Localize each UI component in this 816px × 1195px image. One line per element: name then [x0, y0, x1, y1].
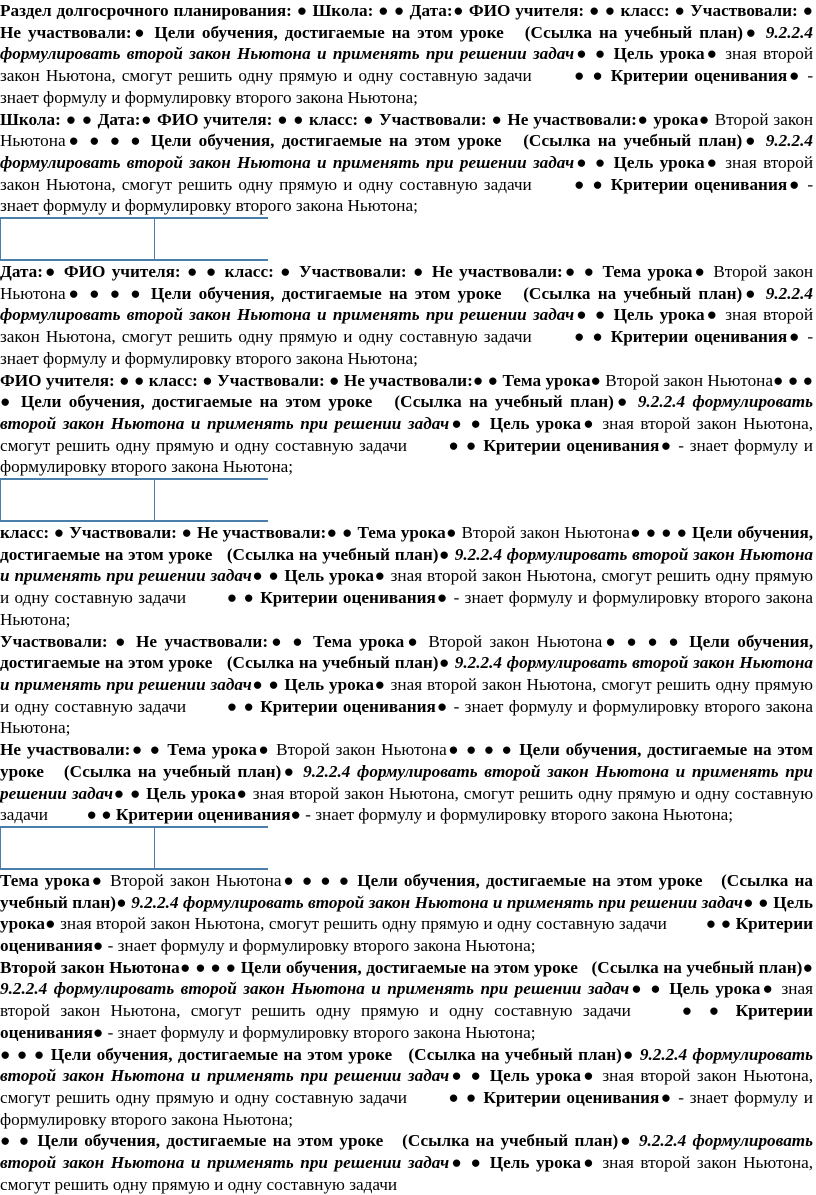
- bullet-icon: ●: [113, 783, 125, 803]
- bullet-icon: ●: [268, 674, 280, 694]
- bullet-icon: ●: [676, 523, 688, 543]
- bullet-icon: ●: [742, 283, 759, 303]
- bullet-icon: ●: [704, 44, 719, 64]
- criteria-value: - знает формулу и формулировку второго закона Ньютона;: [0, 174, 814, 216]
- bullet-icon: ●: [202, 370, 213, 390]
- bullet-icon: ●: [592, 174, 605, 194]
- lesson-plan-paragraph: [0, 870, 813, 957]
- grade-label: класс:: [620, 1, 670, 20]
- bullet-icon: ●: [580, 1153, 596, 1173]
- bullet-icon: ●: [0, 1044, 12, 1064]
- curriculum-link-label: (Ссылка на учебный план): [523, 131, 743, 151]
- bullet-icon: ●: [363, 109, 375, 129]
- curriculum-link-label: (Ссылка на учебный план): [63, 761, 282, 781]
- lesson-aim-value: зная второй закон Ньютона, смогут решить одну прямую и одну составную задачи: [0, 566, 814, 608]
- bullet-icon: ●: [130, 740, 144, 760]
- goals-label: Цели обучения, достигаемые на этом уроке: [0, 523, 814, 564]
- bullet-icon: ●: [604, 1, 616, 20]
- lesson-plan-paragraph: Школа: ● ● Дата:● ФИО учителя: ● ● класс: ● Участвовали: ● Не участвовали:● урока● Второй закон Ньютона● ● ● ● Цели обучения, достигаемые на этом уроке (Ссылка на учебный план)● 9.2.2.4 формулировать второй закон Ньютона и применять при решении задач● ● Цель урока● зная второй закон Ньютона, смогут решить одну прямую и одну составную задачи ● ● Критерии оценивания● - знает формулу и формулировку второго закона Ньютона;: [0, 109, 814, 216]
- bullet-icon: ●: [588, 1, 600, 20]
- teacher-label: ФИО учителя:: [63, 262, 181, 282]
- bullet-icon: ●: [681, 1001, 699, 1021]
- bullet-icon: ●: [802, 1, 814, 20]
- bullet-icon: ●: [290, 805, 301, 825]
- bullet-icon: ●: [621, 1044, 635, 1064]
- topic-value: Второй закон Ньютона: [110, 870, 282, 890]
- grade-label: класс:: [224, 262, 274, 282]
- lesson-aim-value: зная второй закон Ньютона, смогут решить одну прямую и одну составную задачи: [0, 979, 814, 1021]
- goal-text: 9.2.2.4 формулировать второй закон Ньютона и применять при решении задач: [0, 544, 814, 586]
- bullet-icon: ●: [574, 327, 587, 347]
- bullet-icon: ●: [802, 370, 814, 390]
- bullet-icon: ●: [130, 131, 144, 151]
- lesson-aim-value: зная второй закон Ньютона, смогут решить одну прямую и одну составную задачи: [0, 305, 814, 347]
- bullet-icon: ●: [393, 1, 405, 20]
- present-label: Участвовали:: [690, 1, 798, 20]
- bullet-icon: ●: [140, 109, 153, 129]
- goals-label: Цели обучения, достигаемые на этом уроке: [357, 870, 703, 890]
- lesson-aim-label: Цель урока: [0, 892, 813, 934]
- bullet-icon: ●: [92, 936, 104, 956]
- bullet-icon: ●: [33, 1044, 46, 1064]
- bullet-icon: ●: [704, 305, 719, 325]
- curriculum-link-label: (Ссылка на учебный план): [0, 870, 814, 912]
- bullet-icon: ●: [280, 262, 293, 282]
- bullet-icon: ●: [92, 1022, 104, 1042]
- bullet-icon: ●: [787, 327, 802, 347]
- bullet-icon: ●: [404, 631, 421, 651]
- bullet-icon: ●: [243, 696, 255, 716]
- bullet-icon: ●: [53, 523, 65, 543]
- bullet-icon: ●: [449, 413, 464, 433]
- goal-text: 9.2.2.4 формулировать второй закон Ньютона и применять при решении задач: [0, 392, 814, 433]
- lesson-aim-label: Цель урока: [613, 44, 705, 64]
- bullet-icon: ●: [580, 1066, 596, 1086]
- bullet-icon: ●: [472, 370, 484, 390]
- bullet-icon: ●: [708, 1001, 726, 1021]
- bullet-icon: ●: [574, 152, 589, 172]
- absent-label: Не участвовали:: [431, 262, 563, 282]
- bullet-icon: ●: [618, 1131, 633, 1151]
- bullet-icon: ●: [18, 1131, 32, 1151]
- grade-label: класс:: [309, 109, 359, 129]
- absent-label: Не участвовали:: [507, 109, 637, 129]
- lesson-plan-paragraph: [0, 1130, 813, 1195]
- bullet-icon: ●: [435, 696, 449, 716]
- bullet-icon: ●: [466, 740, 478, 760]
- bullet-icon: ●: [668, 631, 682, 651]
- bullet-icon: ●: [629, 523, 642, 543]
- lesson-aim-label: Цель урока: [613, 152, 705, 172]
- criteria-value: - знает формулу и формулировку второго закона Ньютона;: [0, 66, 814, 107]
- topic-label: Тема урока: [0, 870, 90, 890]
- lesson-aim-label: Цель урока: [489, 413, 581, 433]
- bullet-icon: ●: [16, 1044, 29, 1064]
- curriculum-link-label: (Ссылка на учебный план): [394, 392, 614, 412]
- lesson-plan-paragraph: [0, 0, 813, 109]
- bullet-icon: ●: [44, 914, 56, 934]
- bullet-icon: ●: [210, 957, 222, 977]
- grade-label: класс:: [148, 370, 198, 390]
- lesson-aim-value: зная второй закон Ньютона, смогут решить одну прямую и одну составную задачи: [60, 914, 667, 934]
- teacher-label: ФИО учителя:: [0, 370, 115, 390]
- criteria-value: - знает формулу и формулировку второго закона Ньютона;: [0, 696, 814, 738]
- topic-label: Тема урока: [502, 370, 591, 390]
- bullet-icon: ●: [590, 370, 601, 390]
- bullet-icon: ●: [109, 131, 124, 151]
- bullet-icon: ●: [674, 1, 686, 20]
- criteria-value: - знает формулу и формулировку второго закона Ньютона;: [0, 588, 814, 629]
- lesson-aim-label: Цель урока: [489, 1153, 581, 1173]
- bullet-icon: ●: [101, 805, 112, 825]
- bullet-icon: ●: [636, 109, 649, 129]
- bullet-icon: ●: [320, 870, 333, 890]
- bullet-icon: ●: [802, 957, 814, 977]
- bullet-icon: ●: [574, 44, 589, 64]
- bullet-icon: ●: [448, 435, 461, 455]
- present-label: Участвовали:: [217, 370, 325, 390]
- goals-label: Цели обучения, достигаемые на этом уроке: [37, 1131, 384, 1151]
- bullet-icon: ●: [243, 588, 255, 608]
- lesson-plan-paragraph: [0, 370, 813, 479]
- bullet-icon: ●: [65, 109, 77, 129]
- bullet-icon: ●: [89, 131, 103, 151]
- criteria-label: Критерии оценивания: [260, 588, 436, 608]
- criteria-label: Критерии оценивания: [483, 1087, 660, 1107]
- lesson-plan-paragraph: [0, 957, 813, 1044]
- bullet-icon: ●: [562, 262, 578, 282]
- bullet-icon: ●: [452, 1, 465, 20]
- criteria-label: Критерии оценивания: [610, 327, 788, 347]
- goals-label: Цели обучения, достигаемые на этом уроке: [20, 392, 373, 412]
- goal-text: 9.2.2.4 формулировать второй закон Ньютона и применять при решении задач: [0, 283, 813, 325]
- goal-text: 9.2.2.4 формулировать второй закон Ньютона и применять при решении задач: [0, 22, 814, 64]
- goals-label: Цели обучения, достигаемые на этом уроке: [150, 131, 502, 151]
- criteria-value: - знает формулу и формулировку второго закона Ньютона;: [305, 805, 734, 825]
- bullet-icon: ●: [470, 1066, 484, 1086]
- date-label: Дата:: [97, 109, 141, 129]
- bullet-icon: ●: [448, 1087, 461, 1107]
- goals-label: Цели обучения, достигаемые на этом уроке: [0, 631, 814, 673]
- goal-text: 9.2.2.4 формулировать второй закон Ньютона и применять при решении задач: [0, 979, 630, 999]
- bullet-icon: ●: [277, 109, 289, 129]
- bullet-icon: ●: [594, 305, 608, 325]
- bullet-icon: ●: [470, 413, 484, 433]
- bullet-icon: ●: [205, 262, 219, 282]
- absent-label: Не участвовали:: [0, 22, 132, 42]
- bullet-icon: ●: [574, 174, 587, 194]
- criteria-value: - знает формулу и формулировку второго закона Ньютона;: [107, 936, 536, 956]
- topic-value: Второй закон Ньютона: [428, 631, 603, 651]
- lesson-plan-paragraph: [0, 739, 813, 826]
- bullet-icon: ●: [705, 914, 717, 934]
- lesson-aim-label: Цель урока: [146, 783, 236, 803]
- bullet-icon: ●: [592, 327, 605, 347]
- bullet-icon: ●: [692, 262, 707, 282]
- grade-label: класс:: [0, 523, 50, 543]
- bullet-icon: ●: [580, 413, 596, 433]
- present-label: Участвовали:: [69, 523, 177, 543]
- lesson-aim-value: зная второй закон Ньютона, смогут решить одну прямую и одну составную задачи: [0, 783, 814, 825]
- bullet-icon: ●: [594, 152, 608, 172]
- bullet-icon: ●: [446, 740, 461, 760]
- goal-text: 9.2.2.4 формулировать второй закон Ньютона и применять при решении задач: [0, 131, 813, 172]
- bullet-icon: ●: [329, 370, 340, 390]
- bullet-icon: ●: [594, 44, 608, 64]
- topic-value: Второй закон Ньютона: [605, 370, 773, 390]
- topic-label: Тема урока: [357, 523, 446, 543]
- criteria-value: - знает формулу и формулировку второго закона Ньютона;: [107, 1022, 536, 1042]
- present-label: Участвовали:: [378, 109, 487, 129]
- bullet-icon: ●: [81, 109, 93, 129]
- teacher-label: ФИО учителя:: [157, 109, 273, 129]
- date-label: Дата:: [409, 1, 453, 20]
- lesson-plan-paragraph: [0, 1044, 813, 1131]
- school-label: Школа:: [0, 109, 61, 129]
- bullet-icon: ●: [483, 740, 496, 760]
- bullet-icon: ●: [760, 979, 776, 999]
- bullet-icon: ●: [720, 914, 732, 934]
- lesson-aim-label: Цель урока: [284, 566, 374, 586]
- goals-label: Цели обучения, достигаемые на этом уроке: [240, 957, 578, 977]
- bullet-icon: ●: [445, 523, 457, 543]
- criteria-label: Критерии оценивания: [115, 805, 291, 825]
- bullet-icon: ●: [465, 1087, 478, 1107]
- bullet-icon: ●: [195, 957, 206, 977]
- lesson-aim-value: зная второй закон Ньютона, смогут решить одну прямую и одну составную задачи: [0, 674, 814, 716]
- bullet-icon: ●: [119, 370, 130, 390]
- curriculum-link-label: (Ссылка на учебный план): [591, 957, 803, 977]
- absent-label: Не участвовали:: [343, 370, 473, 390]
- section-label: Раздел долгосрочного планирования:: [0, 1, 292, 20]
- criteria-value: - знает формулу и формулировку второго закона Ньютона;: [0, 1087, 813, 1129]
- goal-text: 9.2.2.4 формулировать второй закон Ньютона и применять при решении задач: [131, 892, 743, 912]
- bullet-icon: ●: [659, 1087, 673, 1107]
- bullet-icon: ●: [574, 66, 587, 86]
- bullet-icon: ●: [131, 22, 148, 42]
- bullet-icon: ●: [235, 783, 248, 803]
- bullet-icon: ●: [412, 262, 426, 282]
- bullet-icon: ●: [438, 544, 450, 564]
- criteria-value: - знает формулу и формулировку второго закона Ньютона;: [0, 327, 814, 368]
- bullet-icon: ●: [742, 892, 754, 912]
- bullet-icon: ●: [449, 1066, 464, 1086]
- bullet-icon: ●: [583, 262, 597, 282]
- criteria-label: Критерии оценивания: [0, 1001, 814, 1042]
- bullet-icon: ●: [470, 1153, 484, 1173]
- bullet-icon: ●: [613, 392, 631, 412]
- bullet-icon: ●: [187, 262, 200, 282]
- lesson-aim-value: зная второй закон Ньютона, смогут решить одну прямую и одну составную задачи: [0, 1066, 814, 1107]
- empty-table-fragment: [0, 826, 813, 870]
- bullet-icon: ●: [89, 283, 103, 303]
- bullet-icon: ●: [0, 1131, 13, 1151]
- lesson-plan-paragraph: [0, 261, 813, 370]
- topic-value: Второй закон Ньютона: [461, 523, 630, 543]
- bullet-icon: ●: [373, 674, 386, 694]
- bullet-icon: ●: [438, 653, 450, 673]
- present-label: Участвовали:: [299, 262, 407, 282]
- bullet-icon: ●: [787, 370, 799, 390]
- empty-table-fragment: [0, 478, 813, 522]
- bullet-icon: ●: [626, 631, 640, 651]
- bullet-icon: ●: [179, 957, 191, 977]
- absent-label: Не участвовали:: [0, 740, 131, 760]
- bullet-icon: ●: [491, 109, 503, 129]
- bullet-icon: ●: [42, 262, 58, 282]
- bullet-icon: ●: [338, 870, 352, 890]
- goal-text: 9.2.2.4 формулировать второй закон Ньютона и применять при решении задач: [0, 1131, 814, 1173]
- bullet-icon: ●: [326, 523, 338, 543]
- bullet-icon: ●: [773, 370, 784, 390]
- bullet-icon: ●: [645, 523, 657, 543]
- bullet-icon: ●: [226, 696, 239, 716]
- lesson-aim-label: Цель урока: [669, 979, 761, 999]
- bullet-icon: ●: [698, 109, 710, 129]
- lesson-aim-label: Цель урока: [284, 674, 374, 694]
- lesson-aim-label: Цель урока: [613, 305, 705, 325]
- bullet-icon: ●: [281, 870, 296, 890]
- bullet-icon: ●: [661, 523, 672, 543]
- curriculum-link-label: (Ссылка на учебный план): [226, 544, 439, 564]
- bullet-icon: ●: [647, 631, 661, 651]
- bullet-icon: ●: [251, 566, 264, 586]
- criteria-label: Критерии оценивания: [260, 696, 436, 716]
- lesson-plan-paragraph: [0, 631, 813, 740]
- curriculum-link-label: (Ссылка на учебный план): [226, 653, 439, 673]
- bullet-icon: ●: [742, 131, 759, 151]
- curriculum-link-label: (Ссылка на учебный план): [524, 22, 743, 42]
- goal-text: 9.2.2.4 формулировать второй закон Ньютона и применять при решении задач: [0, 653, 814, 694]
- bullet-icon: ●: [296, 1, 308, 20]
- teacher-label: ФИО учителя:: [468, 1, 585, 20]
- lesson-aim-value: зная второй закон Ньютона, смогут решить одну прямую и одну составную задачи: [0, 152, 814, 194]
- bullet-icon: ●: [109, 283, 124, 303]
- bullet-icon: ●: [650, 979, 663, 999]
- school-label: Школа:: [312, 1, 374, 20]
- topic-label: Тема урока: [313, 631, 405, 651]
- lesson-aim-label: Цель урока: [489, 1066, 581, 1086]
- bullet-icon: ●: [293, 109, 305, 129]
- absent-label: Не участвовали:: [136, 631, 269, 651]
- bullet-icon: ●: [65, 283, 82, 303]
- topic-label: Тема урока: [167, 740, 257, 760]
- bullet-icon: ●: [268, 631, 285, 651]
- topic-label: Тема урока: [602, 262, 693, 282]
- criteria-value: - знает формулу и формулировку второго закона Ньютона;: [0, 435, 813, 477]
- bullet-icon: ●: [130, 283, 144, 303]
- absent-label: Не участвовали:: [196, 523, 327, 543]
- bullet-icon: ●: [301, 870, 315, 890]
- criteria-label: Критерии оценивания: [483, 435, 660, 455]
- bullet-icon: ●: [659, 435, 673, 455]
- bullet-icon: ●: [268, 566, 280, 586]
- bullet-icon: ●: [65, 131, 82, 151]
- bullet-icon: ●: [225, 957, 237, 977]
- bullet-icon: ●: [574, 305, 589, 325]
- bullet-icon: ●: [0, 392, 14, 412]
- bullet-icon: ●: [501, 740, 514, 760]
- bullet-icon: ●: [133, 370, 145, 390]
- bullet-icon: ●: [465, 435, 478, 455]
- bullet-icon: ●: [787, 66, 802, 86]
- bullet-icon: ●: [89, 870, 104, 890]
- bullet-icon: ●: [435, 588, 449, 608]
- bullet-icon: ●: [129, 783, 142, 803]
- bullet-icon: ●: [629, 979, 644, 999]
- bullet-icon: ●: [115, 631, 129, 651]
- bullet-icon: ●: [704, 152, 719, 172]
- lesson-aim-value: зная второй закон Ньютона, смогут решить одну прямую и одну составную задачи: [0, 1153, 814, 1194]
- bullet-icon: ●: [342, 523, 353, 543]
- bullet-icon: ●: [373, 566, 386, 586]
- goal-text: 9.2.2.4 формулировать второй закон Ньютона и применять при решении задач: [0, 761, 813, 803]
- bullet-icon: ●: [487, 370, 499, 390]
- lesson-aim-value: зная второй закон Ньютона, смогут решить одну прямую и одну составную задачи: [0, 44, 814, 86]
- curriculum-link-label: (Ссылка на учебный план): [402, 1131, 619, 1151]
- bullet-icon: ●: [787, 174, 802, 194]
- criteria-label: Критерии оценивания: [0, 914, 814, 956]
- bullet-icon: ●: [86, 805, 97, 825]
- present-label: Участвовали:: [0, 631, 108, 651]
- criteria-label: Критерии оценивания: [610, 174, 788, 194]
- bullet-icon: ●: [226, 588, 239, 608]
- bullet-icon: ●: [281, 761, 297, 781]
- topic-value: Второй закон Ньютона: [0, 957, 180, 977]
- goal-text: 9.2.2.4 формулировать второй закон Ньютона и применять при решении задач: [0, 1044, 814, 1086]
- bullet-icon: ●: [758, 892, 769, 912]
- bullet-icon: ●: [449, 1153, 464, 1173]
- topic-value: Второй закон Ньютона: [276, 740, 447, 760]
- goals-label: Цели обучения, достигаемые на этом уроке: [50, 1044, 393, 1064]
- bullet-icon: ●: [592, 66, 605, 86]
- criteria-label: Критерии оценивания: [610, 66, 788, 86]
- date-label: Дата:: [0, 262, 43, 282]
- bullet-icon: ●: [181, 523, 193, 543]
- goals-label: Цели обучения, достигаемые на этом уроке: [0, 740, 814, 781]
- lesson-plan-paragraph: [0, 522, 813, 631]
- empty-table-fragment: [0, 217, 813, 261]
- bullet-icon: ●: [116, 892, 127, 912]
- curriculum-link-label: (Ссылка на учебный план): [523, 283, 743, 303]
- goals-label: Цели обучения, достигаемые на этом уроке: [154, 22, 504, 42]
- bullet-icon: ●: [256, 740, 271, 760]
- topic-value: Второй закон Ньютона: [0, 109, 814, 151]
- bullet-icon: ●: [251, 674, 264, 694]
- bullet-icon: ●: [292, 631, 306, 651]
- goals-label: Цели обучения, достигаемые на этом уроке: [150, 283, 502, 303]
- topic-value: Второй закон Ньютона: [0, 262, 814, 303]
- bullet-icon: ●: [378, 1, 390, 20]
- curriculum-link-label: (Ссылка на учебный план): [408, 1044, 622, 1064]
- bullet-icon: ●: [602, 631, 619, 651]
- lesson-aim-value: зная второй закон Ньютона, смогут решить одну прямую и одну составную задачи: [0, 413, 814, 455]
- bullet-icon: ●: [149, 740, 162, 760]
- bullet-icon: ●: [742, 22, 759, 42]
